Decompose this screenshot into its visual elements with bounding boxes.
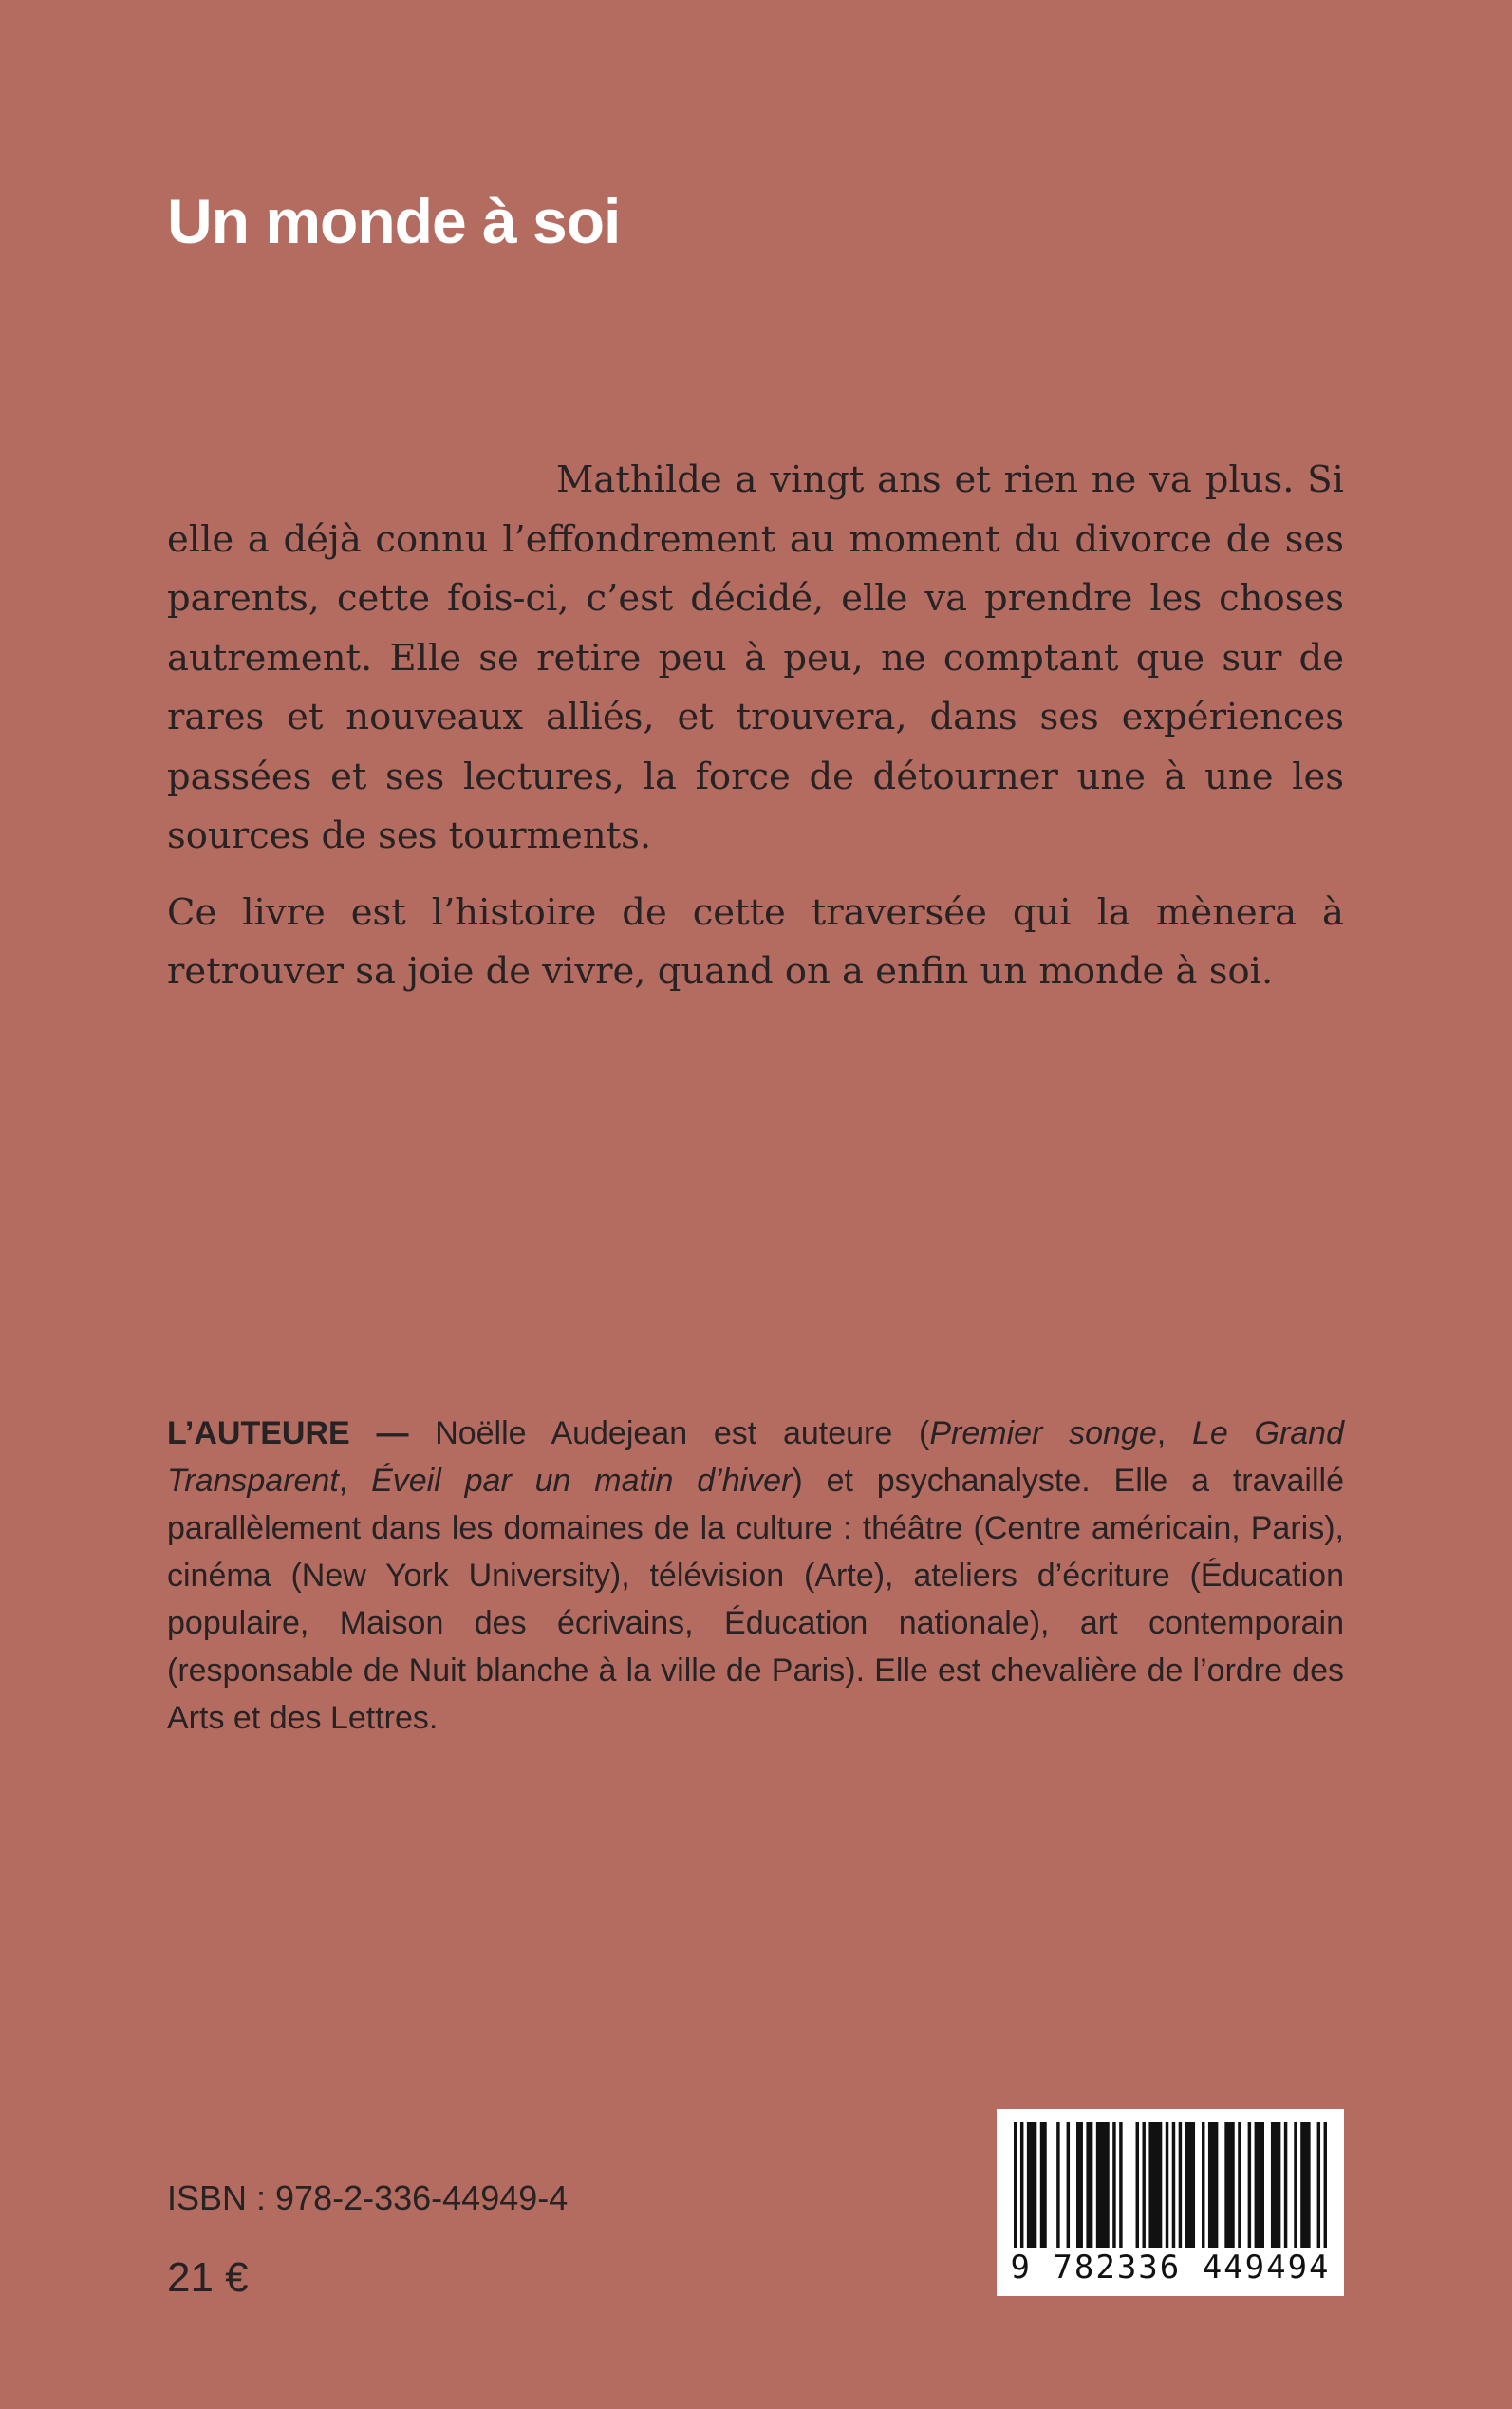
barcode-bar xyxy=(1020,2122,1023,2248)
barcode-bar xyxy=(1166,2122,1168,2248)
barcode-bar xyxy=(1172,2122,1175,2248)
barcode-bar xyxy=(1119,2122,1122,2248)
barcode-bar xyxy=(1179,2122,1182,2248)
separator: , xyxy=(338,1463,372,1499)
book-title: Un monde à soi xyxy=(167,186,621,256)
barcode-bar xyxy=(1324,2122,1327,2248)
barcode-bar xyxy=(1056,2122,1059,2248)
barcode-bar xyxy=(1142,2122,1145,2248)
barcode-bar xyxy=(1185,2122,1195,2248)
work-title: Éveil par un matin d’hiver xyxy=(371,1463,793,1499)
barcode-bar xyxy=(1208,2122,1218,2248)
barcode-bar xyxy=(1300,2122,1310,2248)
blurb xyxy=(167,451,1344,1002)
barcode-bar xyxy=(1027,2122,1036,2248)
blurb-paragraph: Ce livre est l’histoire de cette traversée qui la mènera à retrouver sa joie de vivre, quand on a enfin un monde à soi. xyxy=(167,890,1344,993)
blurb-paragraph: Mathilde a vingt ans et rien ne va plus. Si elle a déjà connu l’effondrement au moment du divorce de ses parents, cette fois-ci, c’est décidé, elle va prendre les choses autrement. Elle se retire peu à peu, ne comptant que sur de rares et nouveaux alliés, et trouvera, dans ses expériences passées et ses lectures, la force de détourner une à une les sources de ses tourments. xyxy=(167,458,1344,857)
barcode xyxy=(997,2109,1344,2296)
separator: , xyxy=(1156,1415,1192,1451)
barcode-bar xyxy=(1248,2122,1251,2248)
barcode-bar xyxy=(1096,2122,1110,2248)
author-bio xyxy=(167,1410,1344,1742)
barcode-bar xyxy=(1014,2122,1017,2248)
price: 21 € xyxy=(167,2254,249,2301)
barcode-bar xyxy=(1294,2122,1297,2248)
isbn: ISBN : 978-2-336-44949-4 xyxy=(167,2178,569,2217)
author-label: L’AUTEURE xyxy=(167,1415,350,1451)
barcode-bar xyxy=(1255,2122,1264,2248)
barcode-bar xyxy=(1067,2122,1070,2248)
barcode-bar xyxy=(1238,2122,1241,2248)
barcode-bar xyxy=(1136,2122,1139,2248)
work-title: Premier songe xyxy=(929,1415,1157,1451)
barcode-bar xyxy=(1076,2122,1083,2248)
barcode-bar xyxy=(1317,2122,1320,2248)
barcode-bar xyxy=(1271,2122,1280,2248)
barcode-digits: 9 782336 449494 xyxy=(1010,2249,1331,2287)
barcode-bars xyxy=(1014,2122,1327,2248)
barcode-bar xyxy=(1202,2122,1204,2248)
barcode-bar xyxy=(1148,2122,1162,2248)
author-bio-text: ) et psychanalyste. Elle a travaillé parallèlement dans les domaines de la culture : théâtre (Centre américain, Paris), cinéma (New York University), télévision (Arte), ateliers d’écriture (Éducation populaire, Maison des écrivains, Éducation nationale), art contemporain (responsable de Nuit blanche à la ville de Paris). Elle est chevalière de l’ordre des Arts et des Lettres. xyxy=(167,1463,1344,1736)
work-title: Le Grand Transparent xyxy=(167,1415,1344,1499)
barcode-bar xyxy=(1224,2122,1234,2248)
author-intro: Noëlle Audejean est auteure ( xyxy=(435,1415,930,1451)
barcode-bar xyxy=(1112,2122,1115,2248)
barcode-bar xyxy=(1284,2122,1287,2248)
author-dash: — xyxy=(376,1415,409,1451)
barcode-bar xyxy=(1086,2122,1092,2248)
barcode-bar xyxy=(1040,2122,1047,2248)
